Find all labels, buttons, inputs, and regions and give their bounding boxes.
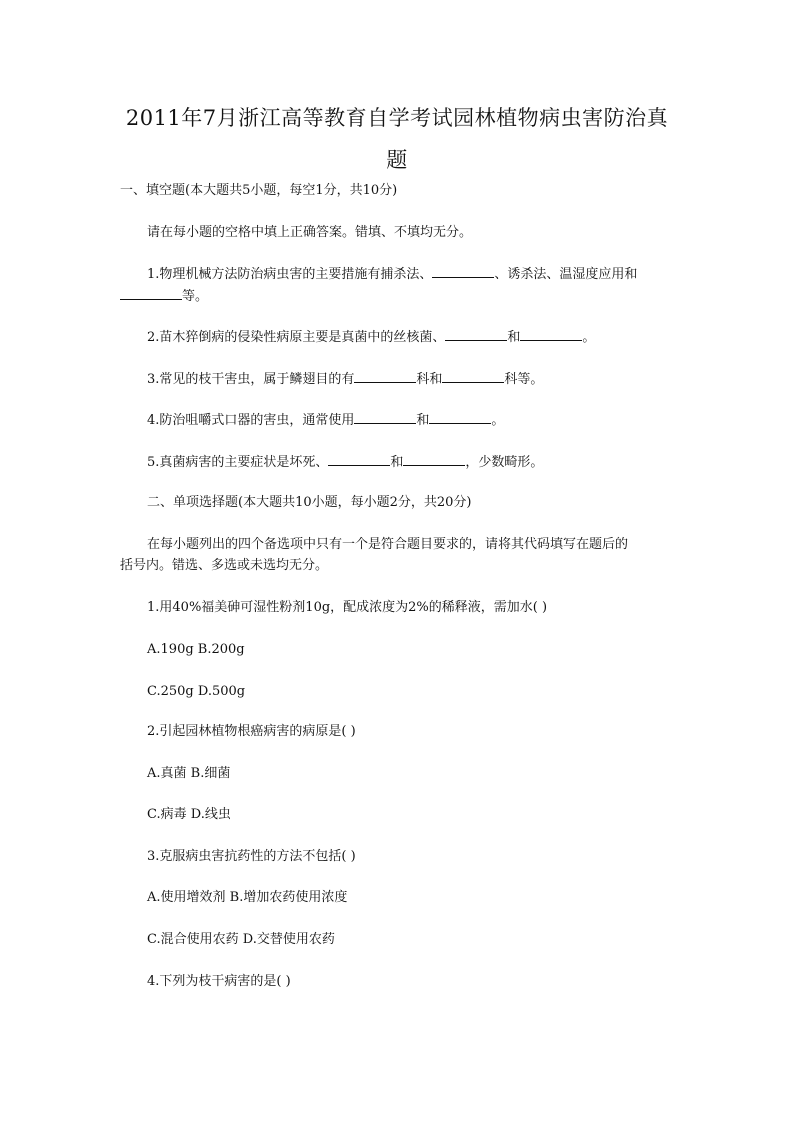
answer-blank <box>520 328 582 341</box>
question-2-1-stem: 1.用40%福美砷可湿性粉剂10g，配成浓度为2%的稀释液，需加水( ) <box>147 600 548 615</box>
question-2-3-options-row-2: C.混合使用农药 D.交替使用农药 <box>147 932 335 947</box>
question-1-5 <box>147 453 543 472</box>
question-2-3-stem: 3.克服病虫害抗药性的方法不包括( ) <box>147 849 356 864</box>
answer-blank <box>432 265 494 278</box>
section-2-instruction-line-2: 括号内。错选、多选或未选均无分。 <box>120 558 329 573</box>
question-1-4-text-c: 。 <box>491 413 505 428</box>
section-2-instruction-line-1: 在每小题列出的四个备选项中只有一个是符合题目要求的，请将其代码填写在题后的 <box>147 537 629 552</box>
question-1-1-text-c: 等。 <box>182 289 209 304</box>
question-1-3-text-c: 科等。 <box>504 372 544 387</box>
answer-blank <box>429 411 491 424</box>
question-2-2-options-row-1: A.真菌 B.细菌 <box>147 766 231 781</box>
answer-blank <box>120 287 182 300</box>
question-1-4-text-a: 4.防治咀嚼式口器的害虫，通常使用 <box>147 413 355 428</box>
question-1-4 <box>147 411 504 430</box>
question-1-3 <box>147 370 543 389</box>
question-2-1-options-row-2: C.250g D.500g <box>147 684 246 699</box>
question-1-5-text-a: 5.真菌病害的主要症状是坏死、 <box>147 455 329 470</box>
question-1-2-text-a: 2.苗木猝倒病的侵染性病原主要是真菌中的丝核菌、 <box>147 330 446 345</box>
question-2-2-options-row-2: C.病毒 D.线虫 <box>147 807 231 822</box>
question-1-2-text-b: 和 <box>507 330 521 345</box>
question-1-1 <box>147 265 637 284</box>
question-1-5-text-c: ，少数畸形。 <box>465 455 544 470</box>
question-2-2-stem: 2.引起园林植物根癌病害的病原是( ) <box>147 724 356 739</box>
section-2-heading: 二、单项选择题(本大题共10小题，每小题2分，共20分) <box>147 495 472 510</box>
answer-blank <box>445 328 507 341</box>
question-1-4-text-b: 和 <box>416 413 430 428</box>
section-1-instruction: 请在每小题的空格中填上正确答案。错填、不填均无分。 <box>147 225 473 240</box>
question-1-2 <box>147 328 595 347</box>
question-2-1-options-row-1: A.190g B.200g <box>147 642 245 657</box>
answer-blank <box>328 453 390 466</box>
question-1-2-text-c: 。 <box>582 330 596 345</box>
question-1-1-text-b: 、诱杀法、温湿度应用和 <box>494 267 638 282</box>
answer-blank <box>354 411 416 424</box>
question-1-1-text-a: 1.物理机械方法防治病虫害的主要措施有捕杀法、 <box>147 267 433 282</box>
question-2-4-stem: 4.下列为枝干病害的是( ) <box>147 974 291 989</box>
answer-blank <box>403 453 465 466</box>
answer-blank <box>354 370 416 383</box>
question-1-1-continued <box>120 287 208 306</box>
document-title-line-2: 题 <box>386 148 408 172</box>
answer-blank <box>442 370 504 383</box>
question-1-5-text-b: 和 <box>390 455 404 470</box>
question-2-3-options-row-1: A.使用增效剂 B.增加农药使用浓度 <box>147 890 348 905</box>
section-1-heading: 一、填空题(本大题共5小题，每空1分，共10分) <box>120 183 398 198</box>
question-1-3-text-a: 3.常见的枝干害虫，属于鳞翅目的有 <box>147 372 355 387</box>
question-1-3-text-b: 科和 <box>416 372 443 387</box>
document-title-line-1: 2011年7月浙江高等教育自学考试园林植物病虫害防治真 <box>125 106 669 130</box>
